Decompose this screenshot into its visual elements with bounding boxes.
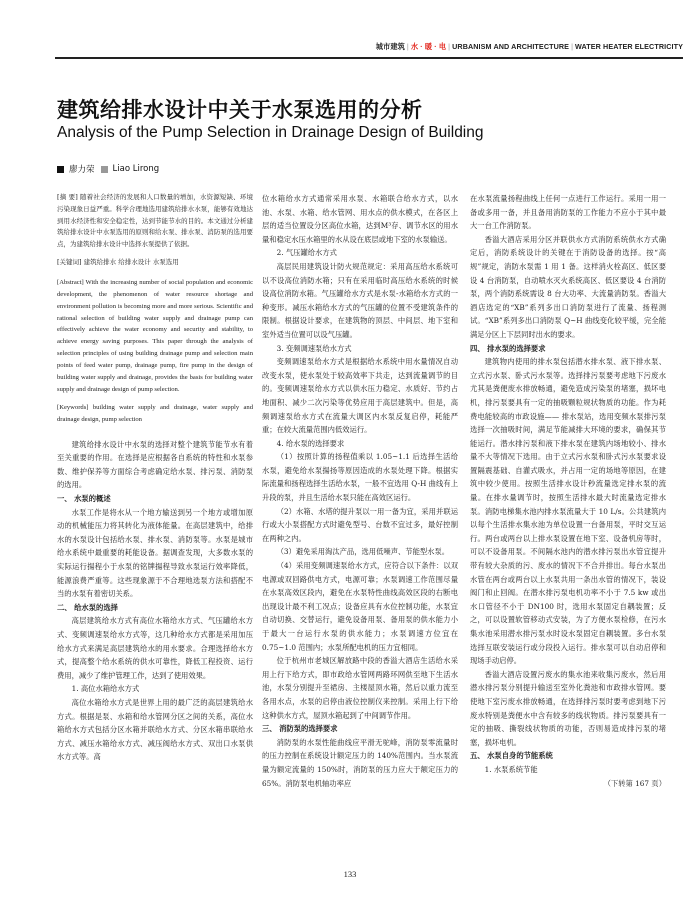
paragraph: 高层民用建筑设计防火规范规定：采用高压给水系统可以不设高位消防水箱；只有在采用临时高压给水系统的时候设高位消防水箱。气压罐给水方式是水泵-水箱给水方式的一种变形。减压水箱给水方式的气压罐的位置不受建筑条件的限制。根据设计要求，在建筑物的顶层、中间层、地下室和室外适当位置可以设气压罐。 (262, 261, 458, 339)
section-heading-2: 二、 给水泵的选择 (57, 602, 118, 612)
continued-note: （下转第 167 页） (603, 778, 666, 788)
column-3 (470, 192, 666, 872)
paragraph: （2）水箱、水塔的提升泵以一用一备为宜，采用并联运行或大小泵搭配方式时避免型号、台数不宜过多，最好控制在两种之内。 (262, 506, 458, 543)
subsection-heading: 3. 变频调速泵给水方式 (276, 343, 352, 353)
subsection-heading: 1. 水泵系统节能 (484, 764, 538, 774)
top-margin (0, 0, 700, 12)
author-square-icon (57, 166, 64, 173)
paragraph: 水泵工作是将水从一个地方输送到另一个地方或增加原动的机械能压力将其转化为液体能量。在高层建筑中，给排水的水泵设计包括给水泵、排水泵、消防泵等。水泵是城市给水系统中最重要的耗能设备。据调查发现，大多数水泵的实际运行揚程小于水泵的铭牌揚程导致水泵运行效率降低，能源浪费严重等。这些现象源于不合理地选泵方法和搭配不当的水泵有着密切关系。 (57, 507, 253, 599)
subsection-heading: 2. 气压罐给水方式 (276, 248, 337, 258)
section-heading-3: 三、 消防泵的选择要求 (262, 724, 338, 734)
author-en: Liao Lirong (112, 164, 160, 174)
subsection-heading: 1. 高位水箱给水方式 (71, 684, 140, 694)
paragraph: 位水箱给水方式通常采用水泵、水箱联合给水方式，以水池、水泵、水箱、给水管网、用水点的供水模式，在各区上层的适当位置设分区高位水箱，达到M³存、调节水区的用水量和稳定水压水箱里的水从设在底层或地下室的水泵输送。 (262, 194, 458, 244)
keywords-en: [Keywords] building water supply and drainage, water supply and drainage design, pump selection (57, 403, 253, 423)
title-cn: 建筑给排水设计中关于水泵选用的分析 (57, 98, 423, 122)
paragraph: （4）采用变频调速泵给水方式，应符合以下条件：以双电源或双回路供电方式，电源可靠；水泵调速工作范围尽量在水泵高效区段内，避免在水泵特性曲线高效区段的右断电出现设计最不利工况点；设备应具有水位控制功能，水泵宜自动切换、交替运行，避免设备用泵、备用泵的供水能力小于最大一台运行水泵的供水能力；水泵调速方位宜在 0.75~1.0 范围内；水泵所配电机的压力宜相同。 (262, 561, 458, 652)
section-heading-1: 一、 水泵的概述 (57, 494, 111, 504)
journal-tag: 水 · 暖 · 电 (410, 42, 447, 51)
section-heading-5: 五、 水泵自身的节能系统 (470, 751, 553, 761)
paragraph: 香溢大酒店设置污废水的集水池来收集污废水，然后用潜水排污泵分别提升输送至室外化粪池和市政排水管网。要使地下室污废水排放畅通，在选择排污泵时要考虑到地下污废水特别是粪便水中含有较多的线状物质。排污泵要具有一定的抽吸、撕裂线状物质的功能，否则易造成排污泵的堵塞，损坏电机。 (470, 669, 666, 747)
paragraph: 在水泵流量扬程曲线上任何一点进行工作运行。采用一用一备或多用一备，并且备用消防泵的工作能力不应小于其中最大一台工作消防泵。 (470, 194, 666, 231)
subsection-heading: 4. 给水泵的选择要求 (276, 438, 345, 448)
author-square-grey-icon (101, 166, 108, 173)
paragraph: （3）避免采用淘汰产品，选用低噪声、节能型水泵。 (276, 547, 450, 557)
journal-header: 城市建筑 | 水 · 暖 · 电 | URBANISM AND ARCHITECTURE | WATER HEATER ELECTRICITY (375, 42, 683, 51)
paragraph: 位于杭州市老城区解放路中段的香溢大酒店生活给水采用上行下给方式，即市政给水管网两路环网供至地下生活水池，水泵分别提升至裙房、主楼屋顶水箱，然后以重力流至各用水点，水泵的启停由液位控制仪来控制。采用上行下给这种供水方式，屋顶水箱起到了中间调节作用。 (262, 656, 458, 720)
paragraph: 建筑物内使用的排水泵包括潜水排水泵、液下排水泵、立式污水泵、卧式污水泵等。选择排污泵要考虑地下污废水尤其是粪便废水排放畅通，避免造成污染泵的堵塞，损坏电机，排污泵要具有一定的抽吸颗粒规状物质的功能。作为耗费电能较高的市政设施—— 排水泵站，选用变频水泵排污泵选择一次抽吸时间，满足节能减排大环境的要求，确保其节能运行。潜水排污泵和液下排水泵在建筑内场地较小、排水量不大等情况下选用。由于立式污水泵和卧式污水泵要求设置隔震基础、自灌式吸水，并占用一定的场地等原因，在建筑中较少使用。按照生活排水设计秒流量选定排水泵的流量。在排水量调节时，按照生活排水最大时流量选定排水泵。消防电梯集水池内排水泵流量大于 10 L/s。公共建筑内以每个生活排水集水池为单位设置一台备用泵，平时交互运行。两台或两台以上排水泵设置在地下室、设备机房等时，可以不设备用泵。不间隔水池内的潜水排污泵出水管宜提升带有较大杂质的污、废水的情况下不合并排出。每台水泵出水管在两台或两台以上水泵共用一条出水管的情况下，装设阀门和止回阀。在潜水排污泵电机功率不小于 7.5 kw 或出水口管径不小于 DN100 时，选用水泵固定自耦装置；反之，可以设置软管移动式安装，为了方便水泵检修，在污水集水池采用潜水排污泵水时设水泵固定自耦装置。多台水泵选择互联安装运行或分段投入运行。排水泵可以自动启停和现场手动启停。 (470, 357, 666, 666)
page-number: 133 (343, 869, 357, 879)
paragraph: 高层建筑给水方式有高位水箱给水方式、气压罐给水方式、变频调速泵给水方式等，这几种给水方式都是采用加压给水方式来满足高层建筑给水的用水要求。合理选择给水方式，提高整个给水系统的供水可靠性，降低工程投资、运行费用，减少了维护管理工作，达到了使用效果。 (57, 616, 253, 680)
column-1 (57, 192, 253, 872)
header-rule (55, 57, 683, 59)
section-heading-4: 四、 排水泵的选择要求 (470, 343, 546, 353)
author-row (57, 163, 159, 175)
abstract-en: [Abstract] With the increasing number of social population and economic development, the phenomenon of water resource shortage and environment pollution is becoming more and more serious. Scientific and rational selection of building water supply and drainage pump can effectively achieve the water economy and security and stability, to achieve energy saving purposes. This paper through the analysis of selection principles of using building drainage pump and selection main points of feed water pump, drainage pump, fire pump in the design of building water supply and drainage, provides the basis for building water supply and drainage design of pump selection. (57, 278, 253, 393)
paragraph: 香溢大酒店采用分区并联供水方式消防系统供水方式确定后，消防系统设计的关键在于消防设备的选择。按“高规”规定，消防水泵需 1 用 1 备。这样消火栓高区、低区要设 4 台消防泵，自动喷水灭火系统高区、低区要设 4 台消防泵，两个消防系统需设 8 台大功率、大流量消防泵。香溢大酒店选定的“XB”系列多出口消防泵进行了流量、扬程测试。“XB”系列多出口消防泵 Q~H 曲线变化较平缓，完全能满足分区上下层同时出水的要求。 (470, 234, 666, 339)
title-en: Analysis of the Pump Selection in Drainage Design of Building (57, 124, 484, 141)
journal-tag-en: WATER HEATER ELECTRICITY (575, 42, 683, 51)
paragraph: 变频调速泵给水方式是根据给水系统中用水量情况自动改变水泵，使水泵处于较高效率下共走，达到流量调节的目的。变频调速泵给水方式以供水压力稳定、水质好、节约占地面积、减少二次污染等优势应用于高层建筑中。但是，高频调速泵给水方式在流量大调区内水泵反复启停，耗能严重；在较大流量范围内低效运行。 (262, 357, 458, 435)
author-cn: 廖力荣 (69, 165, 95, 175)
abstract-cn: [摘 要] 随着社会经济的发展和人口数量的增加，水资源短缺、环境污染现象日益严重。科学合理地选用建筑给排水水泵，能够有效地达到用水经济性和安全稳定性，达到节能节水的目的。本文通过分析建筑给排水设计中水泵选用的原则和给水泵、排水泵、消防泵的选用要点，为建筑给排水设计中选择水泵提供了依据。 (57, 193, 253, 249)
column-2 (262, 192, 458, 872)
paragraph: 消防泵的水泵性能曲线应平滑无驼峰，消防泵零流量时的压力控制在系统设计额定压力的 140%范围内。当水泵流量为额定流量的 150%时，消防泵的压力应大于额定压力的 65%。消防泵电机轴功率应 (262, 737, 458, 788)
paragraph: 高位水箱给水方式是世界上用的最广泛的高层建筑给水方式。根据是泵、水箱和给水管网分区之间的关系，高位水箱给水方式包括分区水箱并联给水方式、分区水箱串联给水方式、减压水箱给水方式、减压阀给水方式、双出口水泵供水方式等。高 (57, 697, 253, 762)
keywords-cn: [关键词] 建筑给排水 给排水设计 水泵选用 (57, 257, 179, 266)
journal-section-en: URBANISM AND ARCHITECTURE (452, 42, 570, 51)
journal-section-cn: 城市建筑 (375, 42, 405, 51)
paragraph: （1）按照计算的扬程值乘以 1.05~1.1 后选择生活给水泵，避免给水泵揚扬等原因造成的水泵处理下降。根据实际流量和扬程选择生活给水泵，一般不宜选用 Q-H 曲线有上升段的泵，并且生活给水泵只能在高效区运行。 (262, 452, 458, 503)
intro-paragraph: 建筑给排水设计中水泵的选择对整个建筑节能节水有着至关重要的作用。在选择是应根据各自系统的特性和水泵参数、维护保养等方面综合考虑确定给水泵、排污泵、消防泵的选用。 (57, 439, 253, 490)
